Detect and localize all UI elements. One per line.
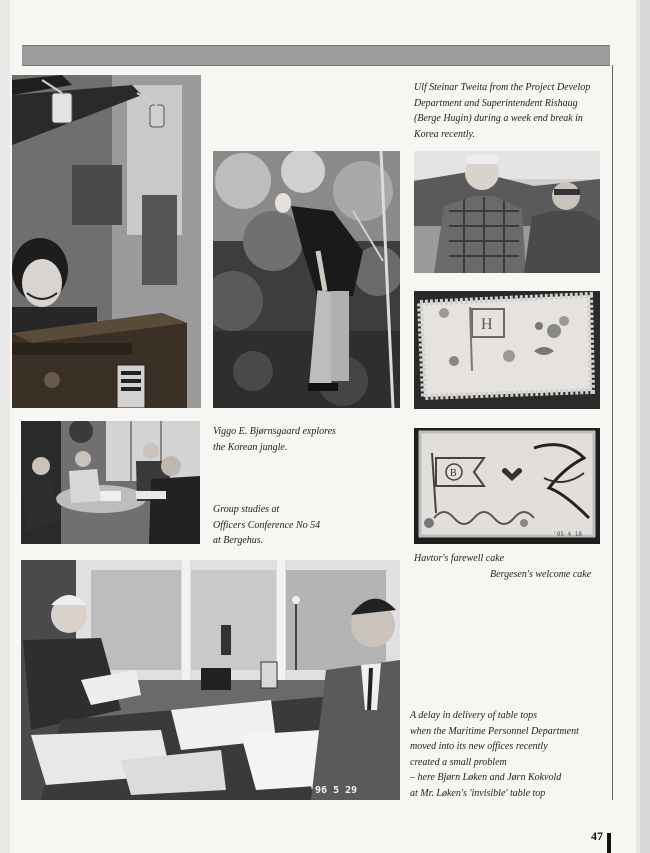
caption-korea-break: Ulf Steinar Tweita from the Project Develop Department and Superintendent Rishaug (Berge Hugin) during a week end break in Korea recently.	[414, 82, 591, 140]
page-tab-marker	[607, 833, 611, 853]
photo-date-stamp-cake: '95 4 18	[553, 531, 582, 538]
photo-date-stamp-office: '96 5 29	[309, 785, 358, 796]
page-number: 47	[591, 829, 603, 843]
page-edge	[640, 0, 650, 853]
magazine-page	[10, 0, 636, 853]
photo-woman-at-desk	[12, 75, 201, 408]
caption-havtor-cake: Havtor's farewell cake	[414, 553, 505, 564]
header-bar	[22, 45, 610, 66]
photo-man-in-jungle	[213, 151, 400, 408]
photo-bergesen-welcome-cake	[414, 428, 600, 544]
caption-bergesen-cake: Bergesen's welcome cake	[490, 569, 592, 580]
photo-office-table-top	[21, 560, 400, 800]
photo-group-studies	[21, 421, 200, 544]
column-rule	[612, 65, 613, 800]
svg-text:H: H	[481, 316, 493, 333]
caption-korean-jungle: Viggo E. Bjørnsgaard explores the Korean jungle.	[213, 426, 336, 453]
caption-office-table-tops: A delay in delivery of table tops when the Maritime Personnel Department moved into its new offices recently created a small problem – here Bjørn Løken and Jørn Kokvold at Mr. Løken's 'invisible' table top	[410, 710, 579, 799]
svg-text:B: B	[450, 468, 457, 479]
photo-two-men-korea	[414, 151, 600, 273]
caption-group-studies: Group studies at Officers Conference No 54 at Bergehus.	[213, 504, 321, 546]
photo-havtor-farewell-cake	[414, 291, 600, 409]
